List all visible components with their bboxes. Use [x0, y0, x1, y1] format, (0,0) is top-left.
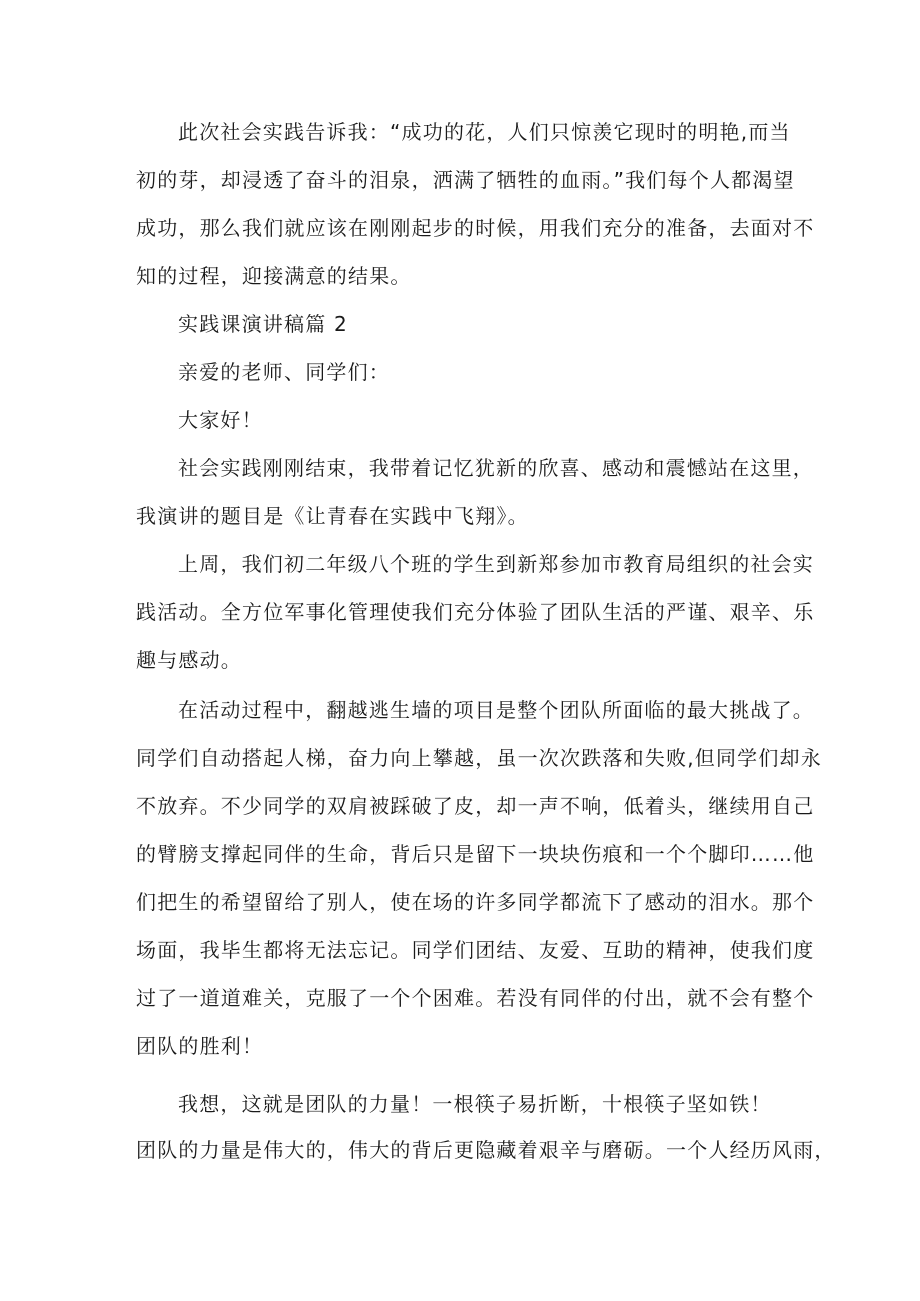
paragraph-line: 在活动过程中，翻越逃生墙的项目是整个团队所面临的最大挑战了。 — [178, 698, 814, 722]
paragraph-line: 我想，这就是团队的力量！一根筷子易折断，十根筷子坚如铁！ — [178, 1092, 772, 1116]
paragraph-line: 上周，我们初二年级八个班的学生到新郑参加市教育局组织的社会实 — [178, 552, 814, 576]
paragraph-line: 团队的力量是伟大的，伟大的背后更隐藏着艰辛与磨砺。一个人经历风雨， — [136, 1138, 836, 1162]
greeting: 大家好！ — [178, 408, 263, 432]
salutation: 亲爱的老师、同学们： — [178, 360, 390, 384]
paragraph-line: 团队的胜利！ — [136, 1034, 264, 1058]
section-heading: 实践课演讲稿篇 2 — [178, 312, 348, 336]
paragraph-line: 社会实践刚刚结束，我带着记忆犹新的欣喜、感动和震憾站在这里， — [178, 456, 814, 480]
paragraph-line: 们把生的希望留给了别人，使在场的许多同学都流下了感动的泪水。那个 — [136, 890, 815, 914]
paragraph-line: 知的过程，迎接满意的结果。 — [136, 264, 412, 288]
paragraph-line: 践活动。全方位军事化管理使我们充分体验了团队生活的严谨、艰辛、乐 — [136, 600, 815, 624]
paragraph-line: 过了一道道难关，克服了一个个困难。若没有同伴的付出，就不会有整个 — [136, 986, 815, 1010]
paragraph-line: 同学们自动搭起人梯，奋力向上攀越，虽一次次跌落和失败,但同学们却永 — [136, 746, 822, 770]
paragraph-line: 成功，那么我们就应该在刚刚起步的时候，用我们充分的准备，去面对不 — [136, 216, 815, 240]
paragraph-line: 不放弃。不少同学的双肩被踩破了皮，却一声不响，低着头，继续用自己 — [136, 794, 815, 818]
paragraph-line: 我演讲的题目是《让青春在实践中飞翔》。 — [136, 504, 529, 528]
paragraph-line: 的臂膀支撑起同伴的生命，背后只是留下一块块伤痕和一个个脚印……他 — [136, 842, 815, 866]
paragraph-line: 初的芽，却浸透了奋斗的泪泉，洒满了牺牲的血雨。”我们每个人都渴望 — [136, 168, 795, 192]
paragraph-line: 此次社会实践告诉我：“成功的花，人们只惊羡它现时的明艳,而当 — [178, 120, 791, 144]
paragraph-line: 趣与感动。 — [136, 648, 242, 672]
paragraph-line: 场面，我毕生都将无法忘记。同学们团结、友爱、互助的精神，使我们度 — [136, 938, 815, 962]
